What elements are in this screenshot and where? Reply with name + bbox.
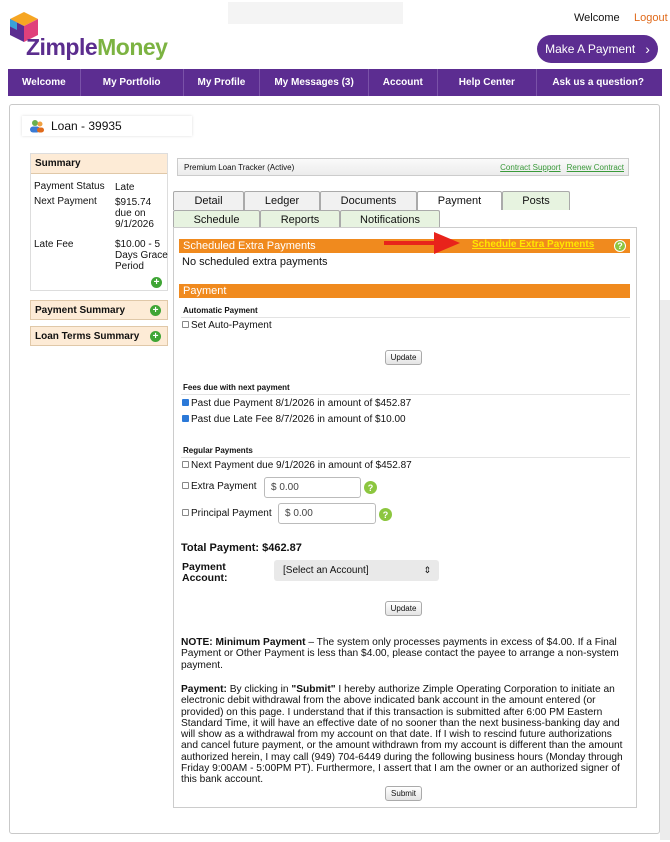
auto-payment-checkbox[interactable] [182,321,189,328]
auth-text-1: By clicking in [226,684,292,695]
principal-payment-input[interactable]: $ 0.00 [278,503,376,524]
next-payment-checkbox[interactable] [182,461,189,468]
red-arrow-icon [382,230,462,256]
next-payment-date: 9/1/2026 [115,219,154,230]
next-payment-amount: $915.74 [115,197,152,208]
account-select-value: [Select an Account] [283,565,369,576]
principal-payment-help-icon[interactable]: ? [379,508,392,521]
tab-documents[interactable]: Documents [320,191,417,210]
payment-section-header [179,284,630,298]
fee2-checkbox[interactable] [182,415,189,422]
brand-name: ZimpleMoney [26,34,168,60]
late-fee-value-3: Period [115,261,144,272]
tracker-title: Premium Loan Tracker (Active) [184,162,295,172]
updown-chevron-icon: ⇕ [423,565,431,575]
payment-status-label: Payment Status [34,181,105,192]
welcome-text: Welcome [574,12,620,24]
fee-past-due-late[interactable] [182,414,406,425]
extra-payment-help-icon[interactable]: ? [364,481,377,494]
auto-payment-label: Set Auto-Payment [191,320,272,331]
loan-title: Loan - 39935 [51,119,122,133]
extra-payment-label: Extra Payment [191,481,257,492]
tab-schedule[interactable]: Schedule [173,210,260,229]
people-icon [29,119,45,133]
loan-header [22,116,192,136]
note-bold: NOTE: Minimum Payment [181,637,306,648]
tab-ledger[interactable]: Ledger [244,191,320,210]
payment-account-select[interactable] [274,560,439,581]
logout-link[interactable]: Logout [634,12,668,24]
auth-bold: Payment: [181,684,227,695]
fees-due-title: Fees due with next payment [183,383,290,392]
update-button[interactable]: Update [385,350,422,365]
tab-posts[interactable]: Posts [502,191,570,210]
help-icon[interactable]: ? [614,240,626,252]
payment-status-value: Late [115,182,135,193]
next-payment-option[interactable] [182,460,412,471]
principal-payment-label: Principal Payment [191,508,272,519]
next-payment-due: due on [115,208,146,219]
next-payment-option-label: Next Payment due 9/1/2026 in amount of $452.87 [191,460,412,471]
divider [181,457,630,458]
note-text: – The system only processes payments in excess of $4.00. If a Final Payment or Other Payment is less than $4.00, please contact the payee to arrange a non-system payment. [181,637,619,671]
extra-payment-checkbox[interactable] [182,482,189,489]
loan-terms-toggle[interactable] [30,326,168,346]
nav-help-center[interactable]: Help Center [438,69,537,96]
nav-my-profile[interactable]: My Profile [184,69,261,96]
authorization-text [181,684,628,786]
plus-icon: + [150,331,161,342]
scheduled-extra-heading: Scheduled Extra Payments [183,240,316,252]
nav-my-messages[interactable]: My Messages (3) [260,69,368,96]
auth-submit: "Submit" [291,684,336,695]
fee-past-due-payment[interactable] [182,398,411,409]
late-fee-value-2: Days Grace [115,250,168,261]
loan-tracker-bar [177,158,629,176]
next-payment-label: Next Payment [34,196,97,207]
zimple-logo[interactable] [8,10,168,66]
minimum-payment-note [181,637,628,671]
payment-heading: Payment [183,285,227,297]
fee1-label: Past due Payment 8/1/2026 in amount of $452.87 [191,398,412,409]
chevron-right-icon: › [645,41,650,57]
renew-contract-link[interactable]: Renew Contract [566,162,624,172]
nav-my-portfolio[interactable]: My Portfolio [81,69,184,96]
tab-reports[interactable]: Reports [260,210,340,229]
auth-text-2: I hereby authorize Zimple Operating Corporation to initiate an electronic debit withdrawal from the above indicated bank account in the amount entered (or provided) on this page. I understand that if this transaction is submitted after 6:00 PM Eastern Standard Time, it will have an effective date of no sooner than the next business-banking day and will show as a withdrawal from my account on that date. If I wish to rescind future authorizations and cancel future payment, or the amount withdrawn from my account is different than the amount authorized herein, I may call (949) 704-6449 during the following business hours (Monday through Friday 9:00AM - 5:00PM PT). Furthermore, I assert that I am the owner or an authorized signer of this bank account. [181,684,623,786]
extra-payment-input[interactable]: $ 0.00 [264,477,361,498]
tab-notifications[interactable]: Notifications [340,210,440,229]
divider [181,317,630,318]
scroll-gutter [660,300,670,840]
fee2-label: Past due Late Fee 8/7/2026 in amount of $10.00 [191,414,406,425]
payment-account-label-1: Payment [182,561,226,573]
divider [181,394,630,395]
schedule-extra-link[interactable]: Schedule Extra Payments [472,239,595,250]
top-placeholder-bar [228,2,403,24]
loan-terms-label: Loan Terms Summary [35,330,140,342]
nav-account[interactable]: Account [369,69,438,96]
nav-ask-question[interactable]: Ask us a question? [552,77,644,88]
payment-summary-toggle[interactable] [30,300,168,320]
payment-account-label-2: Account: [182,572,228,584]
auto-payment-option[interactable] [182,320,272,331]
summary-heading: Summary [31,154,167,174]
plus-icon: + [150,305,161,316]
no-extra-payments-text: No scheduled extra payments [182,256,328,268]
tab-detail[interactable]: Detail [173,191,244,210]
regular-payments-title: Regular Payments [183,446,253,455]
submit-button[interactable]: Submit [385,786,422,801]
make-payment-button[interactable] [537,35,658,63]
nav-welcome[interactable]: Welcome [8,69,81,96]
main-navbar [8,69,662,96]
total-payment: Total Payment: $462.87 [181,542,302,554]
principal-payment-checkbox[interactable] [182,509,189,516]
principal-payment-option[interactable] [182,508,272,519]
summary-expand-icon[interactable]: + [151,277,162,288]
automatic-payment-title: Automatic Payment [183,306,258,315]
payment-summary-label: Payment Summary [35,304,126,316]
extra-payment-option[interactable] [182,481,257,492]
late-fee-value-1: $10.00 - 5 [115,239,161,250]
update-button-2[interactable]: Update [385,601,422,616]
contract-support-link[interactable]: Contract Support [500,162,561,172]
make-payment-label: Make A Payment [545,42,636,56]
fee1-checkbox[interactable] [182,399,189,406]
late-fee-label: Late Fee [34,239,74,250]
tab-payment[interactable]: Payment [417,191,502,210]
